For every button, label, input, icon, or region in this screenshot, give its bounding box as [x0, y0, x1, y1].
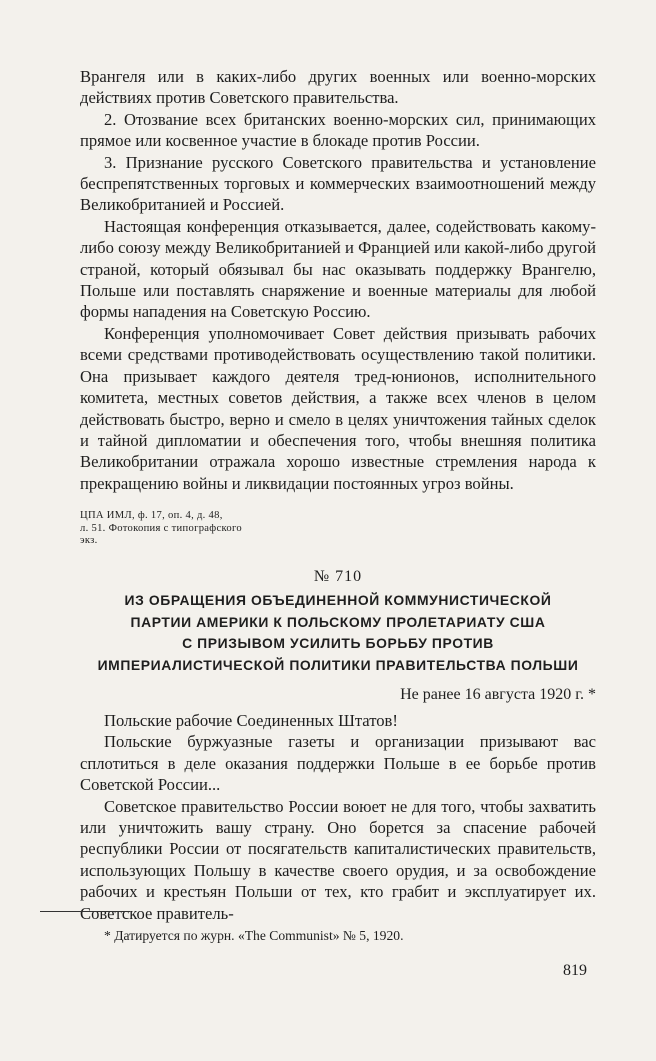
document-title-line: ИЗ ОБРАЩЕНИЯ ОБЪЕДИНЕННОЙ КОММУНИСТИЧЕСКОЙ: [124, 592, 552, 608]
document-date: Не ранее 16 августа 1920 г. *: [400, 686, 596, 704]
continued-text-block: [80, 66, 596, 494]
page-number: 819: [563, 962, 587, 979]
footnote-block: [80, 928, 596, 944]
greeting: Польские рабочие Соединенных Штатов!: [104, 711, 398, 730]
paragraph: Настоящая конференция отказывается, далее, содействовать какому-либо союзу между Великобританией и Францией или какой-либо другой страной, который обязывал бы нас оказывать поддержку Врангелю, Польше или поставлять снаряжение и военные материалы для любой формы нападения на Советскую Россию.: [80, 216, 596, 322]
document-title-line: ПАРТИИ АМЕРИКИ К ПОЛЬСКОМУ ПРОЛЕТАРИАТУ США: [130, 613, 546, 630]
archive-source: [80, 510, 300, 548]
paragraph: 3. Признание русского Советского правительства и установление беспрепятственных торговых и коммерческих взаимоотношений между Великобританией и Россией.: [80, 152, 596, 215]
paragraph: 2. Отозвание всех британских военно-морских сил, принимающих прямое или косвенное участие в блокаде против России.: [80, 109, 596, 151]
paragraph: Советское правительство России воюет не для того, чтобы захватить или уничтожить вашу страну. Оно борется за спасение рабочей республики России от посягательств капиталистических правительств, использующих Польшу в качестве своего орудия, и за освобождение рабочих и крестьян Польши от тех, кто грабит и эксплуатирует их. Советское правитель-: [80, 796, 596, 923]
document-title-line: ИМПЕРИАЛИСТИЧЕСКОЙ ПОЛИТИКИ ПРАВИТЕЛЬСТВА ПОЛЬШИ: [97, 656, 579, 673]
document-title-line: С ПРИЗЫВОМ УСИЛИТЬ БОРЬБУ ПРОТИВ: [182, 635, 494, 652]
document-number: № 710: [313, 568, 363, 585]
paragraph: Врангеля или в каких-либо других военных или военно-морских действиях против Советского правительства.: [80, 67, 596, 108]
page-number-block: [563, 962, 587, 980]
paragraph: Конференция уполномочивает Совет действия призывать рабочих всеми средствами противодействовать осуществлению такой политики. Она призывает каждого деятеля тред-юнионов, исполнительного комитета, местных советов действия, а также всех членов в целом действовать быстро, верно и смело в целях уничтожения тайных сделок и тайной дипломатии и обеспечения того, чтобы внешняя политика Великобритании отражала хорошо известные стремления народа к прекращению войны и ликвидации постоянных угроз войны.: [80, 323, 596, 493]
footnote: * Датируется по журн. «The Communist» № 5, 1920.: [104, 928, 404, 943]
source-line: ЦПА ИМЛ, ф. 17, оп. 4, д. 48,: [80, 510, 223, 521]
source-line: экз.: [80, 535, 98, 546]
footnote-rule: [40, 911, 130, 912]
document-body: [80, 710, 596, 924]
source-line: л. 51. Фотокопия с типографского: [80, 522, 242, 534]
document-header: [80, 568, 596, 704]
paragraph: Польские буржуазные газеты и организации призывают вас сплотиться в деле оказания поддержки Польше в ее борьбе против Советской России...: [80, 732, 596, 795]
